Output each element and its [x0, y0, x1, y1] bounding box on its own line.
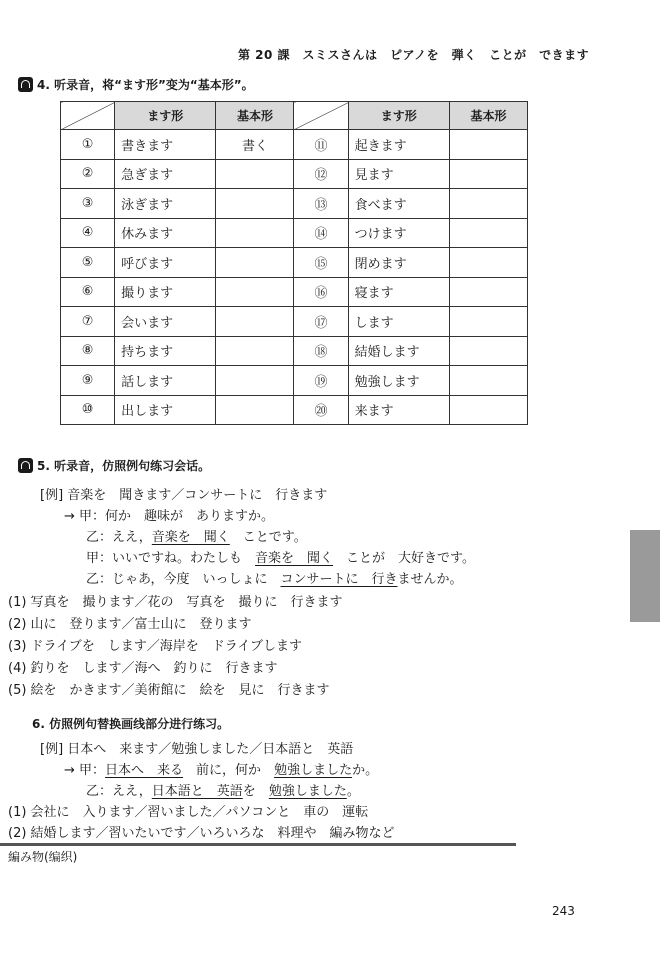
base-form-left[interactable]: 書く [216, 130, 294, 160]
row-number-left: ⑦ [61, 307, 115, 337]
masu-form-left: 休みます [115, 218, 216, 248]
base-form-left[interactable] [216, 336, 294, 366]
masu-form-left: 泳ぎます [115, 189, 216, 219]
header-diagonal-cell-left [61, 102, 115, 130]
row-number-right: ⑭ [294, 218, 348, 248]
base-form-right[interactable] [449, 248, 527, 278]
base-form-left[interactable] [216, 277, 294, 307]
header-base-left: 基本形 [216, 102, 294, 130]
exercise-5-title [18, 457, 210, 474]
masu-form-left: 持ちます [115, 336, 216, 366]
table-row [61, 159, 528, 189]
table-row [61, 307, 528, 337]
ex6-item-1: (1) 会社に 入ります／習いました／パソコンと 車の 運転 [8, 805, 369, 820]
ex5-example-line-b2: 乙：じゃあ，今度 いっしょに コンサートに 行きませんか。 [86, 572, 463, 587]
ex5-item-4: (4) 釣りを します／海へ 釣りに 行きます [8, 661, 278, 676]
base-form-left[interactable] [216, 189, 294, 219]
row-number-right: ⑬ [294, 189, 348, 219]
ex6-example-line-a1: → 甲：日本へ 来る 前に，何か 勉強しましたか。 [64, 763, 379, 778]
header-masu-left: ます形 [115, 102, 216, 130]
exercise-4-title-text: 4. 听录音，将“ます形”变为“基本形”。 [37, 78, 254, 92]
base-form-right[interactable] [449, 159, 527, 189]
row-number-right: ⑱ [294, 336, 348, 366]
masu-form-left: 出します [115, 395, 216, 425]
base-form-left[interactable] [216, 395, 294, 425]
masu-form-left: 会います [115, 307, 216, 337]
vocab-gloss: 編み物(编织) [8, 850, 78, 864]
exercise-5-title-text: 5. 听录音，仿照例句练习会话。 [37, 459, 211, 473]
masu-form-right: 結婚します [348, 336, 449, 366]
page-number: 243 [552, 904, 575, 918]
header-base-right: 基本形 [449, 102, 527, 130]
row-number-right: ⑲ [294, 366, 348, 396]
base-form-right[interactable] [449, 395, 527, 425]
table-row [61, 277, 528, 307]
masu-form-right: つけます [348, 218, 449, 248]
ex5-example-line-a1: → 甲：何か 趣味が ありますか。 [64, 509, 275, 524]
masu-form-right: 見ます [348, 159, 449, 189]
base-form-right[interactable] [449, 307, 527, 337]
row-number-right: ⑫ [294, 159, 348, 189]
masu-form-left: 書きます [115, 130, 216, 160]
masu-form-left: 撮ります [115, 277, 216, 307]
row-number-left: ④ [61, 218, 115, 248]
ex5-item-3: (3) ドライブを します／海岸を ドライブします [8, 639, 302, 654]
header-diagonal-cell-right [294, 102, 348, 130]
base-form-left[interactable] [216, 307, 294, 337]
row-number-left: ⑧ [61, 336, 115, 366]
row-number-left: ⑤ [61, 248, 115, 278]
masu-form-right: 食べます [348, 189, 449, 219]
masu-form-right: 閉めます [348, 248, 449, 278]
row-number-right: ⑪ [294, 130, 348, 160]
row-number-left: ① [61, 130, 115, 160]
headphone-icon[interactable] [18, 458, 33, 473]
row-number-left: ⑨ [61, 366, 115, 396]
masu-form-left: 急ぎます [115, 159, 216, 189]
base-form-left[interactable] [216, 218, 294, 248]
ex5-example-line-b1: 乙：ええ，音楽を 聞く ことです。 [86, 530, 307, 545]
conjugation-table [60, 101, 528, 425]
ex6-example-prompt: [例] 日本へ 来ます／勉強しました／日本語と 英語 [40, 742, 354, 757]
base-form-left[interactable] [216, 366, 294, 396]
masu-form-right: 勉強します [348, 366, 449, 396]
masu-form-right: 寝ます [348, 277, 449, 307]
running-header: 第 20 課 スミスさんは ピアノを 弾く ことが できます [238, 48, 590, 62]
exercise-6-title-text: 6. 仿照例句替换画线部分进行练习。 [32, 717, 230, 731]
table-row [61, 395, 528, 425]
masu-form-right: 起きます [348, 130, 449, 160]
table-row [61, 366, 528, 396]
row-number-right: ⑰ [294, 307, 348, 337]
masu-form-left: 話します [115, 366, 216, 396]
row-number-right: ⑯ [294, 277, 348, 307]
base-form-right[interactable] [449, 366, 527, 396]
headphone-icon[interactable] [18, 77, 33, 92]
table-header-row [61, 102, 528, 130]
row-number-right: ⑮ [294, 248, 348, 278]
chapter-side-tab [630, 530, 660, 622]
base-form-left[interactable] [216, 159, 294, 189]
masu-form-right: 来ます [348, 395, 449, 425]
ex6-example-line-b1: 乙：ええ，日本語と 英語を 勉強しました。 [86, 784, 360, 799]
base-form-right[interactable] [449, 277, 527, 307]
row-number-right: ⑳ [294, 395, 348, 425]
base-form-right[interactable] [449, 336, 527, 366]
ex5-example-prompt: [例] 音楽を 聞きます／コンサートに 行きます [40, 488, 328, 503]
section-divider [0, 843, 516, 846]
ex5-item-1: (1) 写真を 撮ります／花の 写真を 撮りに 行きます [8, 595, 343, 610]
ex6-item-2: (2) 結婚します／習いたいです／いろいろな 料理や 編み物など [8, 826, 395, 841]
ex5-item-5: (5) 絵を かきます／美術館に 絵を 見に 行きます [8, 683, 330, 698]
header-masu-right: ます形 [348, 102, 449, 130]
ex5-example-line-a2: 甲：いいですね。わたしも 音楽を 聞く ことが 大好きです。 [86, 551, 475, 566]
base-form-right[interactable] [449, 189, 527, 219]
ex5-item-2: (2) 山に 登ります／富士山に 登ります [8, 617, 252, 632]
table-row [61, 248, 528, 278]
masu-form-right: します [348, 307, 449, 337]
table-row [61, 218, 528, 248]
row-number-left: ② [61, 159, 115, 189]
table-row [61, 336, 528, 366]
conjugation-table-body [61, 130, 528, 425]
row-number-left: ⑥ [61, 277, 115, 307]
base-form-right[interactable] [449, 130, 527, 160]
exercise-6-title [32, 715, 229, 732]
exercise-4-title [18, 76, 254, 93]
table-row [61, 130, 528, 160]
row-number-left: ⑩ [61, 395, 115, 425]
table-row [61, 189, 528, 219]
masu-form-left: 呼びます [115, 248, 216, 278]
base-form-right[interactable] [449, 218, 527, 248]
base-form-left[interactable] [216, 248, 294, 278]
row-number-left: ③ [61, 189, 115, 219]
